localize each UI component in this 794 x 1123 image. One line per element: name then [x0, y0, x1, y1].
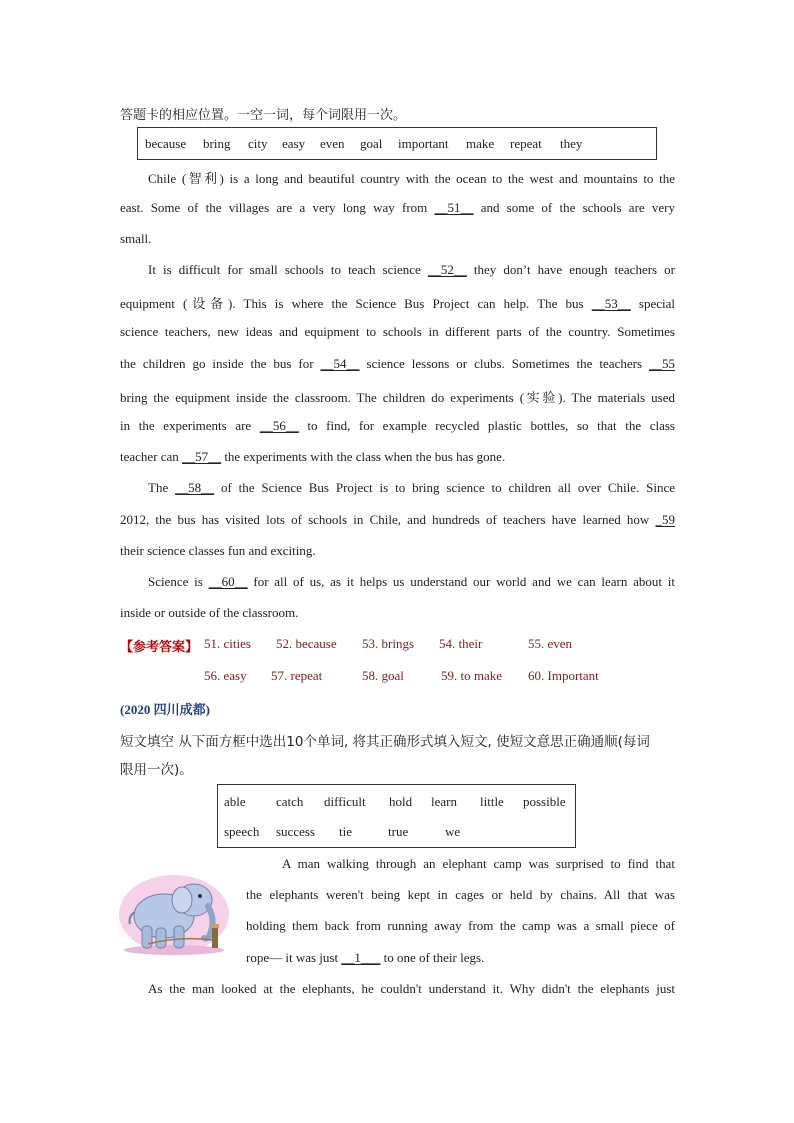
- answer-item: 59. to make: [441, 668, 503, 683]
- word-option: tie: [339, 824, 352, 839]
- word-option: goal: [360, 136, 383, 151]
- blank-60: __60__: [208, 574, 248, 589]
- word-option: make: [466, 136, 495, 151]
- blank-58: __58__: [175, 480, 215, 495]
- word-option: catch: [276, 794, 304, 809]
- instruction-text: 答题卡的相应位置。一空一词，每个词限用一次。: [120, 108, 407, 123]
- blank-57: __57__: [182, 449, 222, 464]
- blank-52: __52__: [427, 262, 467, 277]
- answer-item: 52. because: [276, 636, 337, 651]
- passage-line: in the experiments are __56__ to find, for example recycled plastic bottles, so that the class: [120, 418, 675, 433]
- word-option: able: [224, 794, 246, 809]
- word-option: they: [560, 136, 583, 151]
- passage-line: Science is __60__ for all of us, as it helps us understand our world and we can learn about it: [148, 574, 675, 589]
- answer-item: 53. brings: [362, 636, 414, 651]
- source-label: (2020 四川成都): [120, 702, 210, 717]
- word-option: little: [480, 794, 504, 809]
- word-option: we: [445, 824, 461, 839]
- passage-line: the elephants weren't being kept in cages or held by chains. All that was: [246, 887, 675, 902]
- passage-line: equipment (设备). This is where the Science Bus Project can help. The bus __53__ special: [120, 296, 676, 311]
- passage-line: inside or outside of the classroom.: [120, 605, 299, 620]
- word-option: possible: [523, 794, 566, 809]
- passage-line: small.: [120, 231, 152, 246]
- passage-line: east. Some of the villages are a very long way from __51__ and some of the schools are very: [120, 200, 676, 215]
- passage-line: the children go inside the bus for __54__ science lessons or clubs. Sometimes the teachers __55: [120, 356, 675, 371]
- blank-59: _59: [655, 512, 675, 527]
- answer-label: 【参考答案】: [120, 640, 199, 655]
- word-box-1: [137, 127, 657, 160]
- answer-item: 56. easy: [204, 668, 247, 683]
- word-option: true: [388, 824, 409, 839]
- blank-53: __53__: [591, 296, 631, 311]
- answer-item: 55. even: [528, 636, 573, 651]
- passage-line: The __58__ of the Science Bus Project is to bring science to children all over Chile. Since: [148, 480, 675, 495]
- word-option: city: [248, 136, 268, 151]
- word-box-2: [217, 784, 576, 848]
- word-option: bring: [203, 136, 231, 151]
- passage-line: teacher can __57__ the experiments with the class when the bus has gone.: [120, 449, 506, 464]
- passage-line: rope— it was just __1___ to one of their legs.: [246, 950, 485, 965]
- passage-line: A man walking through an elephant camp was surprised to find that: [282, 856, 675, 871]
- blank-54: __54__: [320, 356, 360, 371]
- word-option: because: [145, 136, 187, 151]
- instruction-text: 限用一次)。: [120, 762, 193, 778]
- blank-55: __55: [648, 356, 675, 371]
- word-option: learn: [431, 794, 457, 809]
- passage-line: science teachers, new ideas and equipment to schools in different parts of the country. Sometimes: [120, 324, 675, 339]
- answer-item: 60. Important: [528, 668, 599, 683]
- word-option: even: [320, 136, 345, 151]
- word-option: repeat: [510, 136, 542, 151]
- answer-item: 54. their: [439, 636, 483, 651]
- passage-line: holding them back from running away from the camp was a small piece of: [246, 918, 675, 933]
- blank-51: __51__: [434, 200, 474, 215]
- answer-key: [120, 636, 198, 656]
- passage-line: 2012, the bus has visited lots of schools in Chile, and hundreds of teachers have learned how _59: [120, 512, 675, 527]
- word-option: easy: [282, 136, 306, 151]
- passage-line: their science classes fun and exciting.: [120, 543, 316, 558]
- passage-line: As the man looked at the elephants, he couldn't understand it. Why didn't the elephants just: [148, 981, 675, 996]
- elephant-tied-to-post-illustration-icon: [118, 856, 238, 956]
- word-option: difficult: [324, 794, 366, 809]
- passage-line: It is difficult for small schools to teach science __52__ they don’t have enough teachers or: [148, 262, 675, 277]
- answer-item: 51. cities: [204, 636, 251, 651]
- passage-line: bring the equipment inside the classroom. The children do experiments (实验). The materials used: [120, 390, 675, 405]
- answer-item: 57. repeat: [271, 668, 323, 683]
- answer-item: 58. goal: [362, 668, 404, 683]
- blank-1: __1___: [341, 950, 381, 965]
- passage-line: Chile (智利) is a long and beautiful country with the ocean to the west and mountains to the: [148, 171, 675, 186]
- word-option: important: [398, 136, 449, 151]
- blank-56: __56__: [259, 418, 299, 433]
- word-option: success: [276, 824, 315, 839]
- word-option: hold: [389, 794, 413, 809]
- word-option: speech: [224, 824, 260, 839]
- instruction-text: 短文填空 从下面方框中选出10个单词, 将其正确形式填入短文, 使短文意思正确通顺(每词: [120, 734, 650, 750]
